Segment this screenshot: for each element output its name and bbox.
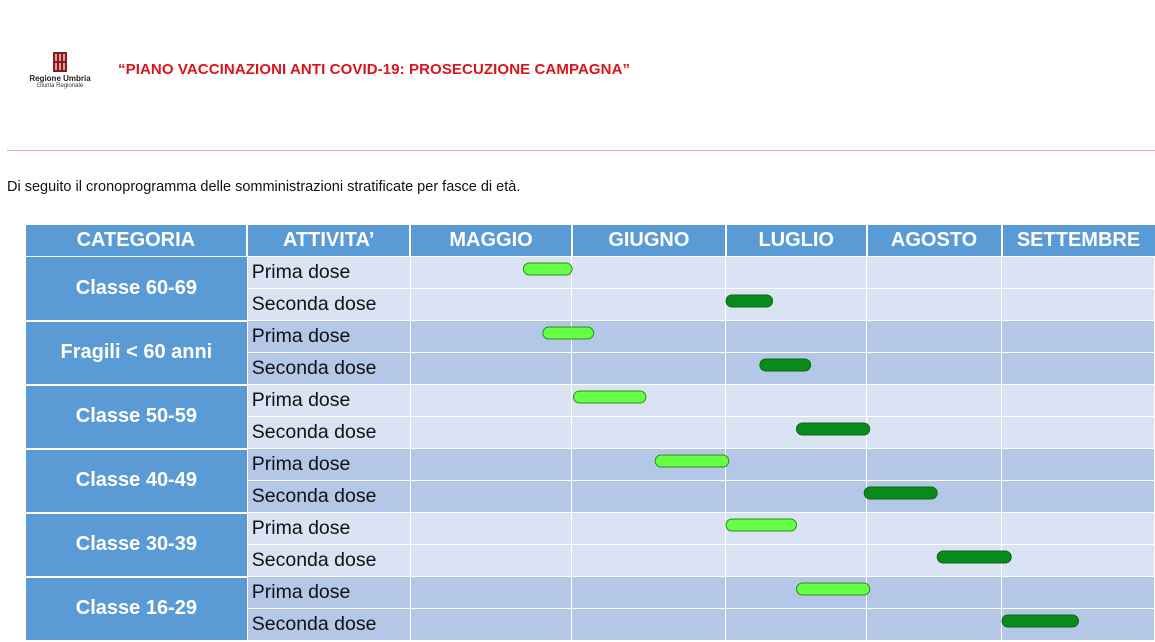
month-cell xyxy=(572,513,726,545)
month-cell xyxy=(410,449,572,481)
table-row xyxy=(26,449,1155,481)
month-cell xyxy=(867,513,1002,545)
month-cell xyxy=(1002,577,1155,609)
category-cell: Classe 16-29 xyxy=(26,577,248,641)
month-cell xyxy=(867,385,1002,417)
month-cell xyxy=(572,289,726,321)
table-row xyxy=(26,513,1155,545)
category-cell: Classe 30-39 xyxy=(26,513,248,577)
month-cell xyxy=(867,353,1002,385)
month-cell xyxy=(410,577,572,609)
month-cell xyxy=(410,417,572,449)
header-month-giugno: GIUGNO xyxy=(572,225,726,257)
month-cell xyxy=(726,385,867,417)
logo-subtitle: Giunta Regionale xyxy=(36,83,84,89)
month-cell xyxy=(867,289,1002,321)
table-row xyxy=(26,321,1155,353)
month-cell xyxy=(572,417,726,449)
month-cell xyxy=(572,481,726,513)
month-cell xyxy=(726,481,867,513)
category-cell: Classe 40-49 xyxy=(26,449,248,513)
month-cell xyxy=(1002,481,1155,513)
header-categoria: CATEGORIA xyxy=(26,225,248,257)
activity-cell: Seconda dose xyxy=(247,481,410,513)
page-title: “PIANO VACCINAZIONI ANTI COVID-19: PROSECUZIONE CAMPAGNA” xyxy=(118,61,631,78)
header-divider xyxy=(7,150,1155,151)
month-cell xyxy=(867,577,1002,609)
logo-name: Regione Umbria xyxy=(29,74,91,83)
month-cell xyxy=(867,545,1002,577)
month-cell xyxy=(867,417,1002,449)
month-cell xyxy=(867,449,1002,481)
month-cell xyxy=(726,417,867,449)
regione-umbria-logo xyxy=(20,52,100,90)
month-cell xyxy=(867,481,1002,513)
month-cell xyxy=(726,545,867,577)
header-attivita: ATTIVITA’ xyxy=(247,225,410,257)
month-cell xyxy=(410,289,572,321)
table-row xyxy=(26,577,1155,609)
month-cell xyxy=(572,321,726,353)
month-cell xyxy=(867,257,1002,289)
month-cell xyxy=(572,577,726,609)
month-cell xyxy=(726,289,867,321)
month-cell xyxy=(1002,609,1155,641)
regione-emblem-icon xyxy=(52,52,68,72)
month-cell xyxy=(410,545,572,577)
category-cell: Classe 50-59 xyxy=(26,385,248,449)
activity-cell: Prima dose xyxy=(247,321,410,353)
table-row xyxy=(26,385,1155,417)
month-cell xyxy=(572,385,726,417)
month-cell xyxy=(410,609,572,641)
category-cell: Classe 60-69 xyxy=(26,257,248,321)
table-row xyxy=(26,257,1155,289)
month-cell xyxy=(726,513,867,545)
header-month-agosto: AGOSTO xyxy=(867,225,1002,257)
month-cell xyxy=(867,609,1002,641)
activity-cell: Prima dose xyxy=(247,577,410,609)
month-cell xyxy=(726,321,867,353)
month-cell xyxy=(572,609,726,641)
month-cell xyxy=(1002,513,1155,545)
month-cell xyxy=(572,449,726,481)
month-cell xyxy=(726,353,867,385)
header-month-settembre: SETTEMBRE xyxy=(1002,225,1155,257)
month-cell xyxy=(1002,417,1155,449)
activity-cell: Prima dose xyxy=(247,385,410,417)
month-cell xyxy=(572,353,726,385)
month-cell xyxy=(1002,257,1155,289)
month-cell xyxy=(410,513,572,545)
activity-cell: Seconda dose xyxy=(247,289,410,321)
activity-cell: Prima dose xyxy=(247,257,410,289)
month-cell xyxy=(726,257,867,289)
month-cell xyxy=(572,257,726,289)
month-cell xyxy=(1002,545,1155,577)
intro-text: Di seguito il cronoprogramma delle somministrazioni stratificate per fasce di età. xyxy=(7,179,521,195)
activity-cell: Seconda dose xyxy=(247,417,410,449)
activity-cell: Prima dose xyxy=(247,513,410,545)
header-month-luglio: LUGLIO xyxy=(726,225,867,257)
category-cell: Fragili < 60 anni xyxy=(26,321,248,385)
activity-cell: Seconda dose xyxy=(247,545,410,577)
table-header-row xyxy=(26,225,1155,257)
month-cell xyxy=(410,353,572,385)
month-cell xyxy=(1002,289,1155,321)
month-cell xyxy=(410,385,572,417)
month-cell xyxy=(1002,385,1155,417)
header-month-maggio: MAGGIO xyxy=(410,225,572,257)
activity-cell: Prima dose xyxy=(247,449,410,481)
month-cell xyxy=(410,257,572,289)
month-cell xyxy=(1002,449,1155,481)
month-cell xyxy=(726,577,867,609)
month-cell xyxy=(867,321,1002,353)
month-cell xyxy=(726,609,867,641)
activity-cell: Seconda dose xyxy=(247,609,410,641)
month-cell xyxy=(726,449,867,481)
schedule-table xyxy=(25,225,1155,642)
month-cell xyxy=(410,321,572,353)
activity-cell: Seconda dose xyxy=(247,353,410,385)
month-cell xyxy=(1002,321,1155,353)
month-cell xyxy=(410,481,572,513)
month-cell xyxy=(1002,353,1155,385)
month-cell xyxy=(572,545,726,577)
